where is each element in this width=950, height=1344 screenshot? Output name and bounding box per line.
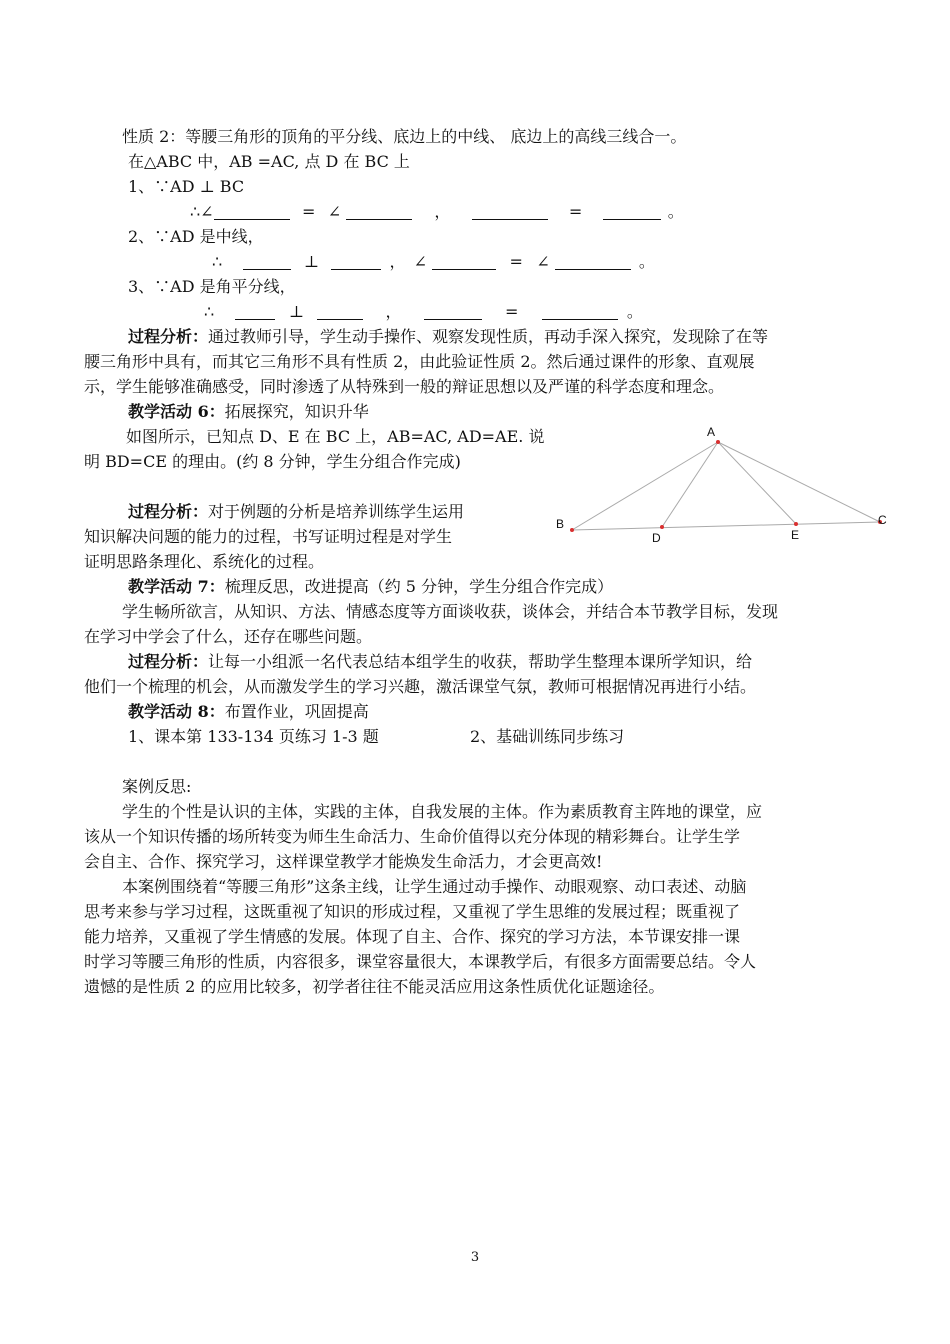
analysis-2-line-3: 证明思路条理化、系统化的过程。 [84,552,325,571]
condition-1-label: 1、∵AD ⊥ BC [128,177,245,196]
analysis-1-line-3: 示，学生能够准确感受，同时渗透了从特殊到一般的辩证思想以及严谨的科学态度和理念。 [84,377,725,396]
point-d [660,525,664,529]
reflection-p2-line-1: 本案例围绕着“等腰三角形”这条主线，让学生通过动手操作、动眼观察、动口表述、动脑 [122,877,747,896]
blank-3d[interactable] [542,303,618,320]
analysis-3-line-1: 过程分析：让每一小组派一名代表总结本组学生的收获，帮助学生整理本课所学知识，给 [128,652,753,671]
period: 。 [667,202,684,221]
blank-3b[interactable] [317,303,363,320]
reflection-p1-line-1: 学生的个性是认识的主体，实践的主体，自我发展的主体。作为素质教育主阵地的课堂，应 [122,802,763,821]
analysis-1-line-1: 过程分析：通过教师引导，学生动手操作、观察发现性质，再动手深入探究，发现除了在等 [128,327,769,346]
activity-7-line-2: 在学习中学会了什么，还存在哪些问题。 [84,627,373,646]
reflection-p1-line-2: 该从一个知识传播的场所转变为师生生命活力、生命价值得以充分体现的精彩舞台。让学生学 [84,827,741,846]
activity-label: 教学活动 7： [128,577,225,596]
reflection-p2-line-4: 时学习等腰三角形的性质，内容很多，课堂容量很大，本课教学后，有很多方面需要总结。令人 [84,952,757,971]
therefore-angle: ∴∠ [190,202,214,221]
period: 。 [638,252,655,271]
blank-2d[interactable] [555,253,631,270]
comma: ， [434,202,451,221]
point-b [570,528,574,532]
comma: ， [385,302,402,321]
activity-6-line-2: 明 BD=CE 的理由。(约 8 分钟，学生分组合作完成) [84,452,461,471]
analysis-1-line-2: 腰三角形中具有，而其它三角形不具有性质 2，由此验证性质 2。然后通过课件的形象、直观展 [84,352,755,371]
segment-ac [718,442,880,522]
activity-8-heading: 教学活动 8：布置作业，巩固提高 [128,702,369,721]
blank-1b[interactable] [346,203,412,220]
perpendicular-symbol: ⊥ [288,302,304,321]
blank-2a[interactable] [243,253,291,270]
analysis-label: 过程分析： [128,652,209,671]
blank-3a[interactable] [235,303,275,320]
equals-sign: = [505,302,519,321]
blank-2c[interactable] [432,253,496,270]
label-d: D [652,531,661,545]
activity-label: 教学活动 8： [128,702,225,721]
triangle-figure [550,420,900,550]
segment-ab [572,442,718,530]
point-e [794,522,798,526]
perpendicular-symbol: ⊥ [303,252,319,271]
activity-6-heading: 教学活动 6：拓展探究，知识升华 [128,402,369,421]
reflection-p2-line-5: 遗憾的是性质 2 的应用比较多，初学者往往不能灵活应用这条性质优化证题途径。 [84,977,665,996]
label-e: E [791,528,800,542]
condition-3-label: 3、∵AD 是角平分线， [128,277,296,296]
analysis-label: 过程分析： [128,502,209,521]
condition-2-conclusion [212,251,658,273]
blank-1a[interactable] [214,203,290,220]
angle-symbol: ∠ [536,252,550,271]
blank-2b[interactable] [331,253,381,270]
analysis-3-line-2: 他们一个梳理的机会，从而激发学生的学习兴趣，激活课堂气氛，教师可根据情况再进行小结。 [84,677,757,696]
angle-symbol: ∠ [327,202,342,221]
homework-2: 2、基础训练同步练习 [470,727,625,746]
label-b: B [556,517,565,531]
blank-1d[interactable] [603,203,661,220]
blank-3c[interactable] [424,303,482,320]
period: 。 [626,302,643,321]
condition-2-label: 2、∵AD 是中线， [128,227,264,246]
equals-sign: = [568,202,583,221]
label-c: C [878,513,887,527]
therefore-symbol: ∴ [212,252,223,271]
equals-sign: = [301,202,316,221]
property2-given: 在△ABC 中，AB =AC, 点 D 在 BC 上 [128,152,410,171]
angle-symbol: ∠ [413,252,428,271]
page-number: 3 [470,1250,480,1265]
point-a [716,440,720,444]
analysis-2-line-1: 过程分析：对于例题的分析是培养训练学生运用 [128,502,465,521]
activity-6-line-1: 如图所示，已知点 D、E 在 BC 上，AB=AC, AD=AE. 说 [126,427,545,446]
reflection-p2-line-2: 思考来参与学习过程，这既重视了知识的形成过程，又重视了学生思维的发展过程；既重视了 [84,902,741,921]
equals-sign: = [509,252,523,271]
segment-ad [662,442,718,527]
segment-bc [572,522,880,530]
property2-title: 性质 2：等腰三角形的顶角的平分线、底边上的中线、 底边上的高线三线合一。 [122,127,687,146]
therefore-symbol: ∴ [204,302,215,321]
blank-1c[interactable] [472,203,548,220]
activity-label: 教学活动 6： [128,402,225,421]
activity-7-heading: 教学活动 7：梳理反思，改进提高（约 5 分钟，学生分组合作完成） [128,577,614,596]
comma: ， [389,252,406,271]
reflection-p1-line-3: 会自主、合作、探究学习，这样课堂教学才能焕发生命活力，才会更高效! [84,852,603,871]
reflection-title: 案例反思: [122,777,192,796]
segment-ae [718,442,796,524]
reflection-p2-line-3: 能力培养，又重视了学生情感的发展。体现了自主、合作、探究的学习方法，本节课安排一课 [84,927,741,946]
label-a: A [707,425,716,439]
condition-1-conclusion [190,201,686,223]
homework-1: 1、课本第 133-134 页练习 1-3 题 [128,727,379,746]
analysis-2-line-2: 知识解决问题的能力的过程，书写证明过程是对学生 [84,527,453,546]
analysis-label: 过程分析： [128,327,209,346]
condition-3-conclusion [204,301,647,323]
activity-7-line-1: 学生畅所欲言，从知识、方法、情感态度等方面谈收获，谈体会，并结合本节教学目标，发现 [122,602,779,621]
